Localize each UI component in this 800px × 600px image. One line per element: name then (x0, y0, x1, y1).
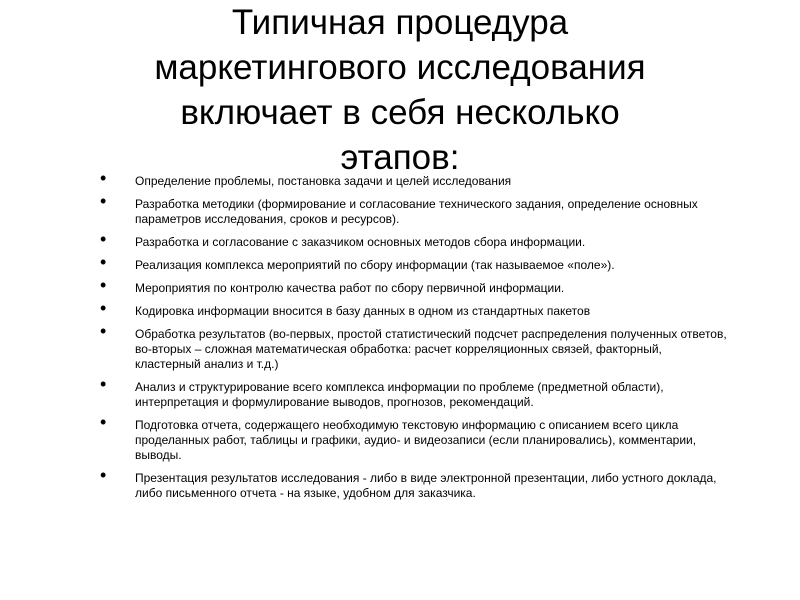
slide-title (0, 0, 800, 180)
list-item: • Анализ и структурирование всего комплекса информации по проблеме (предметной области), интерпретация и формулирование выводов, прогнозов, рекомендаций. (100, 380, 730, 410)
stages-list (100, 174, 730, 509)
list-item: • Мероприятия по контролю качества работ по сбору первичной информации. (100, 281, 730, 296)
list-item: • Презентация результатов исследования - либо в виде электронной презентации, либо устного доклада, либо письменного отчета - на языке, удобном для заказчика. (100, 471, 730, 501)
title-line: Типичная процедура (231, 3, 569, 42)
list-item: • Разработка методики (формирование и согласование технического задания, определение основных параметров исследования, сроков и ресурсов). (100, 197, 730, 227)
list-item: • Разработка и согласование с заказчиком основных методов сбора информации. (100, 235, 730, 250)
list-item: • Определение проблемы, постановка задачи и целей исследования (100, 174, 730, 189)
title-line: этапов: (340, 138, 460, 177)
list-item: • Реализация комплекса мероприятий по сбору информации (так называемое «поле»). (100, 258, 730, 273)
list-item: • Обработка результатов (во-первых, простой статистический подсчет распределения полученных ответов, во-вторых – сложная математическая обработка: расчет корреляционных связей, факторный, кластерный анализ и т.д.) (100, 327, 730, 372)
list-item: • Подготовка отчета, содержащего необходимую текстовую информацию с описанием всего цикла проделанных работ, таблицы и графики, аудио- и видеозаписи (если планировались), комментарии, выводы. (100, 418, 730, 463)
title-line: маркетингового исследования (154, 48, 646, 87)
list-item: • Кодировка информации вносится в базу данных в одном из стандартных пакетов (100, 304, 730, 319)
title-line: включает в себя несколько (180, 93, 620, 132)
